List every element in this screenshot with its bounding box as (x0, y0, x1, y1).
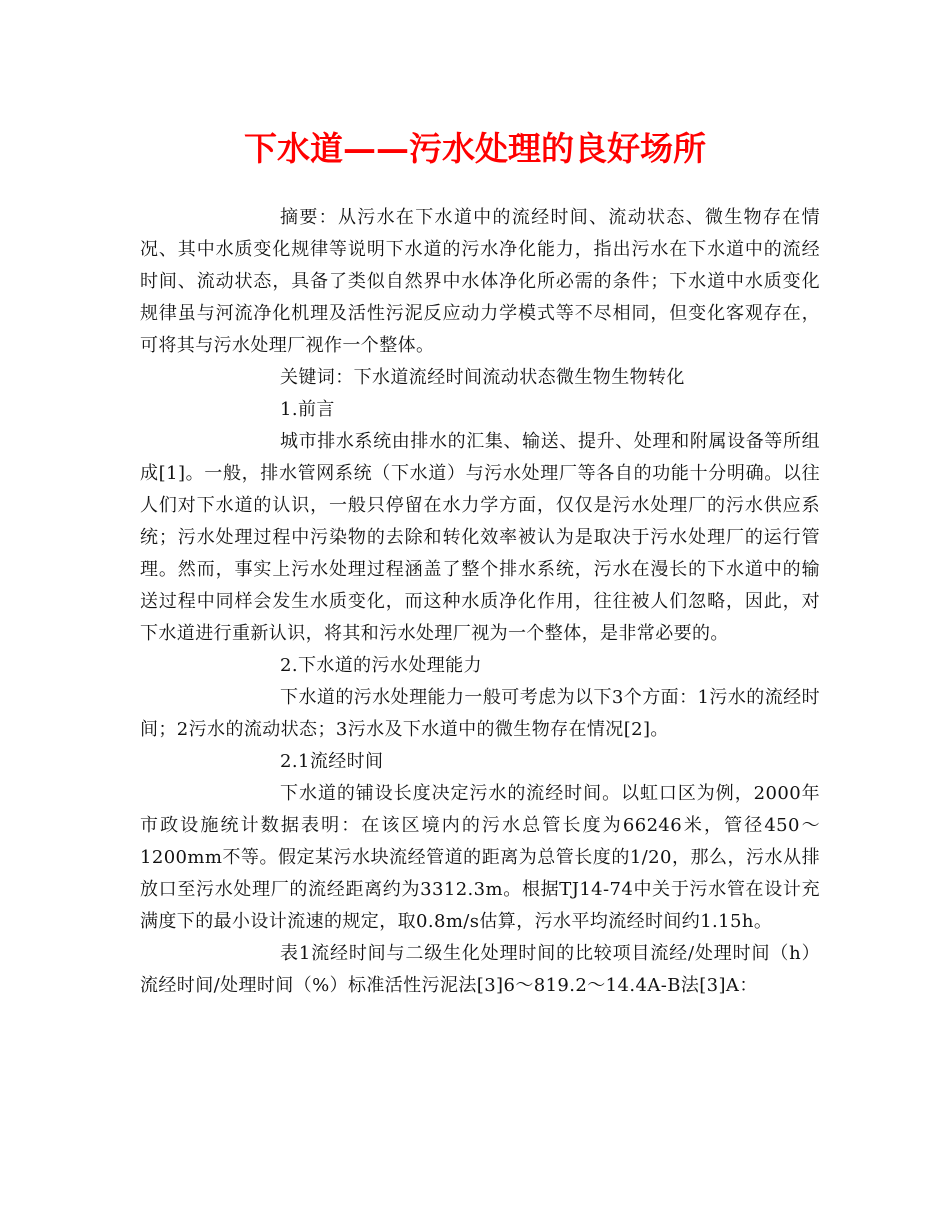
treatment-capacity-paragraph: 下水道的污水处理能力一般可考虑为以下3个方面：1污水的流经时间；2污水的流动状态；3污水及下水道中的微生物存在情况[2]。 (140, 687, 820, 740)
section-heading-treatment-capacity: 2.下水道的污水处理能力 (280, 655, 482, 676)
section-heading-introduction: 1.前言 (280, 399, 335, 420)
subsection-heading-flow-time: 2.1流经时间 (280, 751, 384, 772)
document-body (140, 202, 820, 1002)
keywords-line: 关键词：下水道流经时间流动状态微生物生物转化 (280, 367, 685, 388)
document-title: 下水道——污水处理的良好场所 (244, 129, 706, 168)
table-caption-paragraph: 表1流经时间与二级生化处理时间的比较项目流经/处理时间（h）流经时间/处理时间（%）标准活性污泥法[3]6～819.2～14.4A-B法[3]A： (140, 943, 820, 996)
introduction-paragraph: 城市排水系统由排水的汇集、输送、提升、处理和附属设备等所组成[1]。一般，排水管网系统（下水道）与污水处理厂等各自的功能十分明确。以往人们对下水道的认识，一般只停留在水力学方面，仅仅是污水处理厂的污水供应系统；污水处理过程中污染物的去除和转化效率被认为是取决于污水处理厂的运行管理。然而，事实上污水处理过程涵盖了整个排水系统，污水在漫长的下水道中的输送过程中同样会发生水质变化，而这种水质净化作用，往往被人们忽略，因此，对下水道进行重新认识，将其和污水处理厂视为一个整体，是非常必要的。 (140, 431, 820, 644)
flow-time-paragraph: 下水道的铺设长度决定污水的流经时间。以虹口区为例，2000年市政设施统计数据表明：在该区境内的污水总管长度为66246米，管径450～1200mm不等。假定某污水块流经管道的距离为总管长度的1/20，那么，污水从排放口至污水处理厂的流经距离约为3312.3m。根据TJ14-74中关于污水管在设计充满度下的最小设计流速的规定，取0.8m/s估算，污水平均流经时间约1.15h。 (140, 783, 820, 932)
abstract-paragraph: 摘要：从污水在下水道中的流经时间、流动状态、微生物存在情况、其中水质变化规律等说明下水道的污水净化能力，指出污水在下水道中的流经时间、流动状态，具备了类似自然界中水体净化所必需的条件；下水道中水质变化规律虽与河流净化机理及活性污泥反应动力学模式等不尽相同，但变化客观存在，可将其与污水处理厂视作一个整体。 (140, 207, 820, 356)
